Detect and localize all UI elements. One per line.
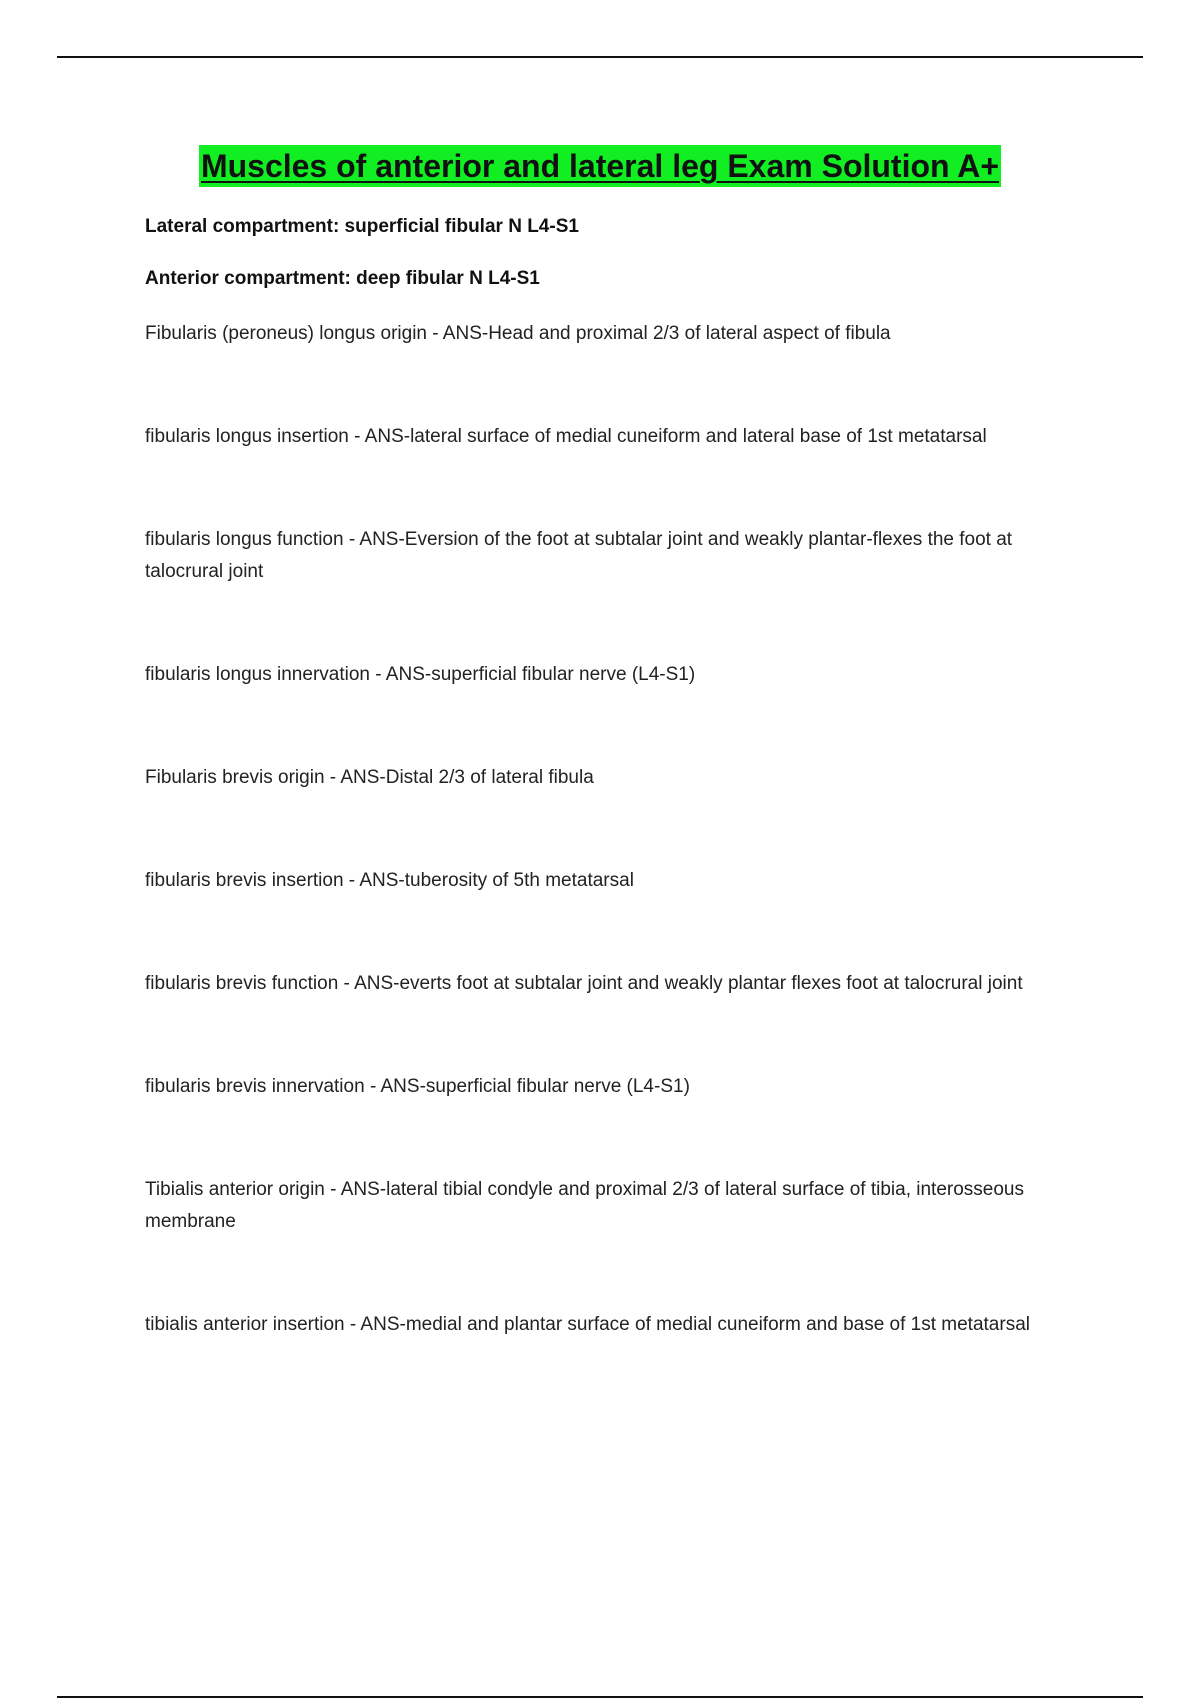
flashcard-item: Fibularis (peroneus) longus origin - ANS-Head and proximal 2/3 of lateral aspect of fibula (145, 323, 891, 344)
title-container (0, 145, 1200, 187)
footer-rule (57, 1696, 1143, 1698)
flashcard-item: fibularis longus insertion - ANS-lateral surface of medial cuneiform and lateral base of 1st metatarsal (145, 426, 987, 447)
document-body (145, 214, 1095, 1412)
header-rule (57, 56, 1143, 58)
flashcard-item: Fibularis brevis origin - ANS-Distal 2/3 of lateral fibula (145, 767, 594, 788)
flashcard-item: fibularis brevis insertion - ANS-tuberosity of 5th metatarsal (145, 870, 634, 891)
document-title: Muscles of anterior and lateral leg Exam Solution A+ (199, 145, 1001, 187)
flashcard-item: fibularis longus innervation - ANS-superficial fibular nerve (L4-S1) (145, 664, 696, 685)
flashcard-item: fibularis longus function - ANS-Eversion of the foot at subtalar joint and weakly plantar-flexes the foot at talocrural joint (145, 529, 1013, 582)
flashcard-item: fibularis brevis function - ANS-everts foot at subtalar joint and weakly plantar flexes foot at talocrural joint (145, 973, 1023, 994)
section-heading-anterior: Anterior compartment: deep fibular N L4-S1 (145, 268, 540, 289)
flashcard-item: tibialis anterior insertion - ANS-medial and plantar surface of medial cuneiform and base of 1st metatarsal (145, 1314, 1030, 1335)
flashcard-item: fibularis brevis innervation - ANS-superficial fibular nerve (L4-S1) (145, 1076, 690, 1097)
flashcard-item: Tibialis anterior origin - ANS-lateral tibial condyle and proximal 2/3 of lateral surface of tibia, interosseous membrane (145, 1179, 1025, 1232)
section-heading-lateral: Lateral compartment: superficial fibular N L4-S1 (145, 216, 579, 237)
